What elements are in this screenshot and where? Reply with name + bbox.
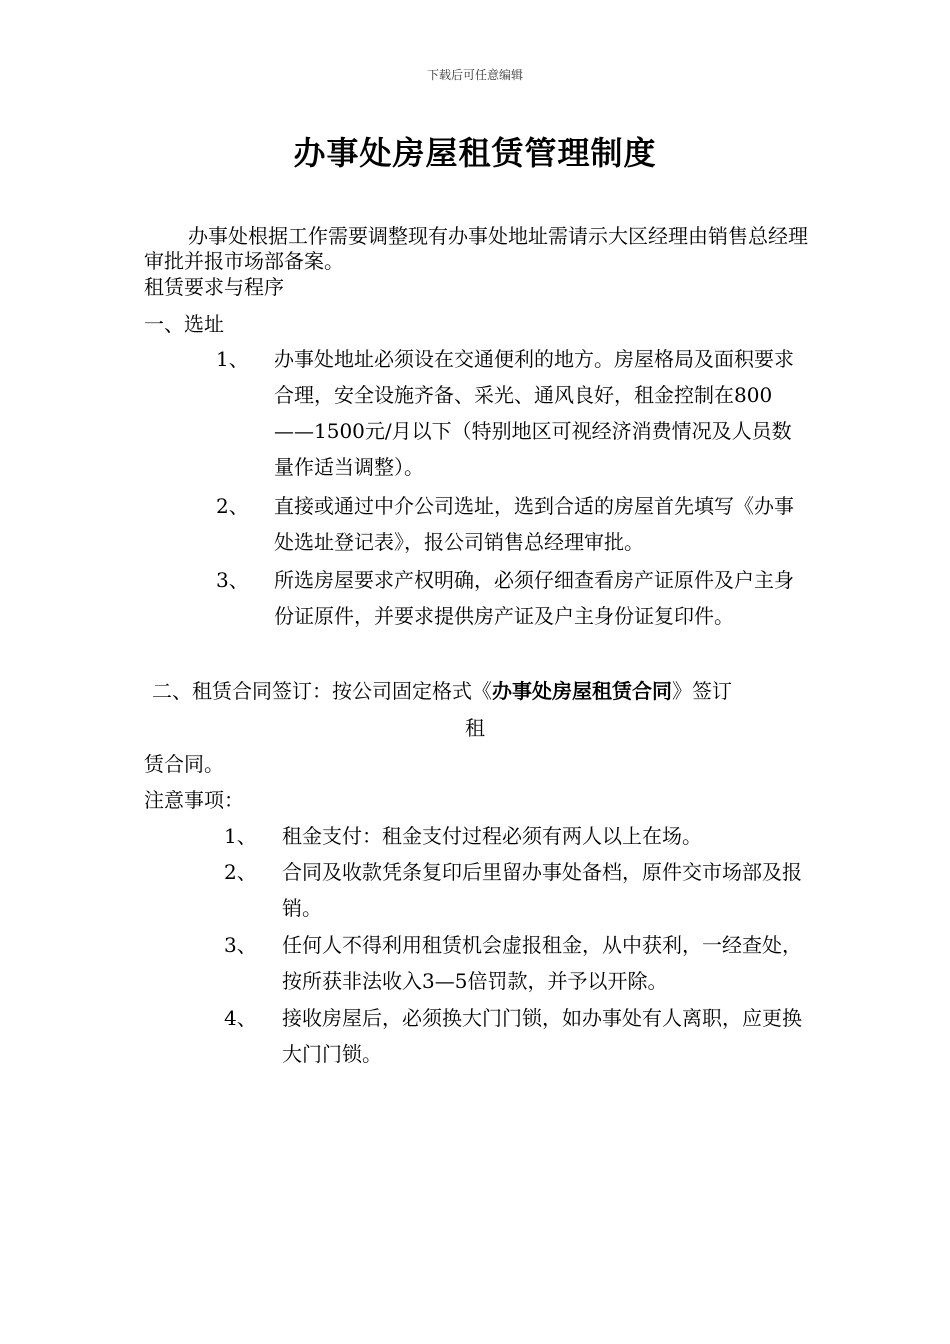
item-number: 1、 xyxy=(216,347,249,371)
item-text: 任何人不得利用租赁机会虚报租金，从中获利，一经查处，按所获非法收入3—5倍罚款，并予以开除。 xyxy=(282,933,802,993)
section2-suffix: 》签订 xyxy=(672,679,732,703)
item-text: 合同及收款凭条复印后里留办事处备档，原件交市场部及报销。 xyxy=(282,860,802,920)
item-text: 直接或通过中介公司选址，选到合适的房屋首先填写《办事处选址登记表》，报公司销售总经理审批。 xyxy=(274,494,794,554)
requirements-heading: 租赁要求与程序 xyxy=(144,275,284,299)
item-number: 2、 xyxy=(224,860,257,884)
header-note: 下载后可任意编辑 xyxy=(426,68,523,82)
item-text: 接收房屋后，必须换大门门锁，如办事处有人离职，应更换大门门锁。 xyxy=(282,1006,802,1066)
item-number: 3、 xyxy=(224,933,257,957)
item-text: 所选房屋要求产权明确，必须仔细查看房产证原件及户主身份证原件，并要求提供房产证及户主身份证复印件。 xyxy=(274,568,794,628)
document-title: 办事处房屋租赁管理制度 xyxy=(293,134,657,172)
item-number: 3、 xyxy=(216,568,249,592)
section2-prefix: 二、租赁合同签订：按公司固定格式《 xyxy=(152,679,492,703)
item-number: 1、 xyxy=(224,824,257,848)
item-text: 租金支付：租金支付过程必须有两人以上在场。 xyxy=(282,824,702,848)
section2-heading xyxy=(152,676,732,706)
intro-paragraph: 办事处根据工作需要调整现有办事处地址需请示大区经理由销售总经理审批并报市场部备案。 xyxy=(144,224,808,273)
notes-heading: 注意事项： xyxy=(144,788,244,812)
contract-name: 办事处房屋租赁合同 xyxy=(492,679,672,703)
item-text: 办事处地址必须设在交通便利的地方。房屋格局及面积要求合理，安全设施齐备、采光、通风良好，租金控制在800——1500元/月以下（特别地区可视经济消费情况及人员数量作适当调整）。 xyxy=(274,347,794,479)
section1-heading: 一、选址 xyxy=(144,312,224,336)
section2-continuation: 赁合同。 xyxy=(144,752,224,776)
item-number: 2、 xyxy=(216,494,249,518)
item-number: 4、 xyxy=(224,1006,257,1030)
section2-wrap-char: 租 xyxy=(465,716,485,740)
